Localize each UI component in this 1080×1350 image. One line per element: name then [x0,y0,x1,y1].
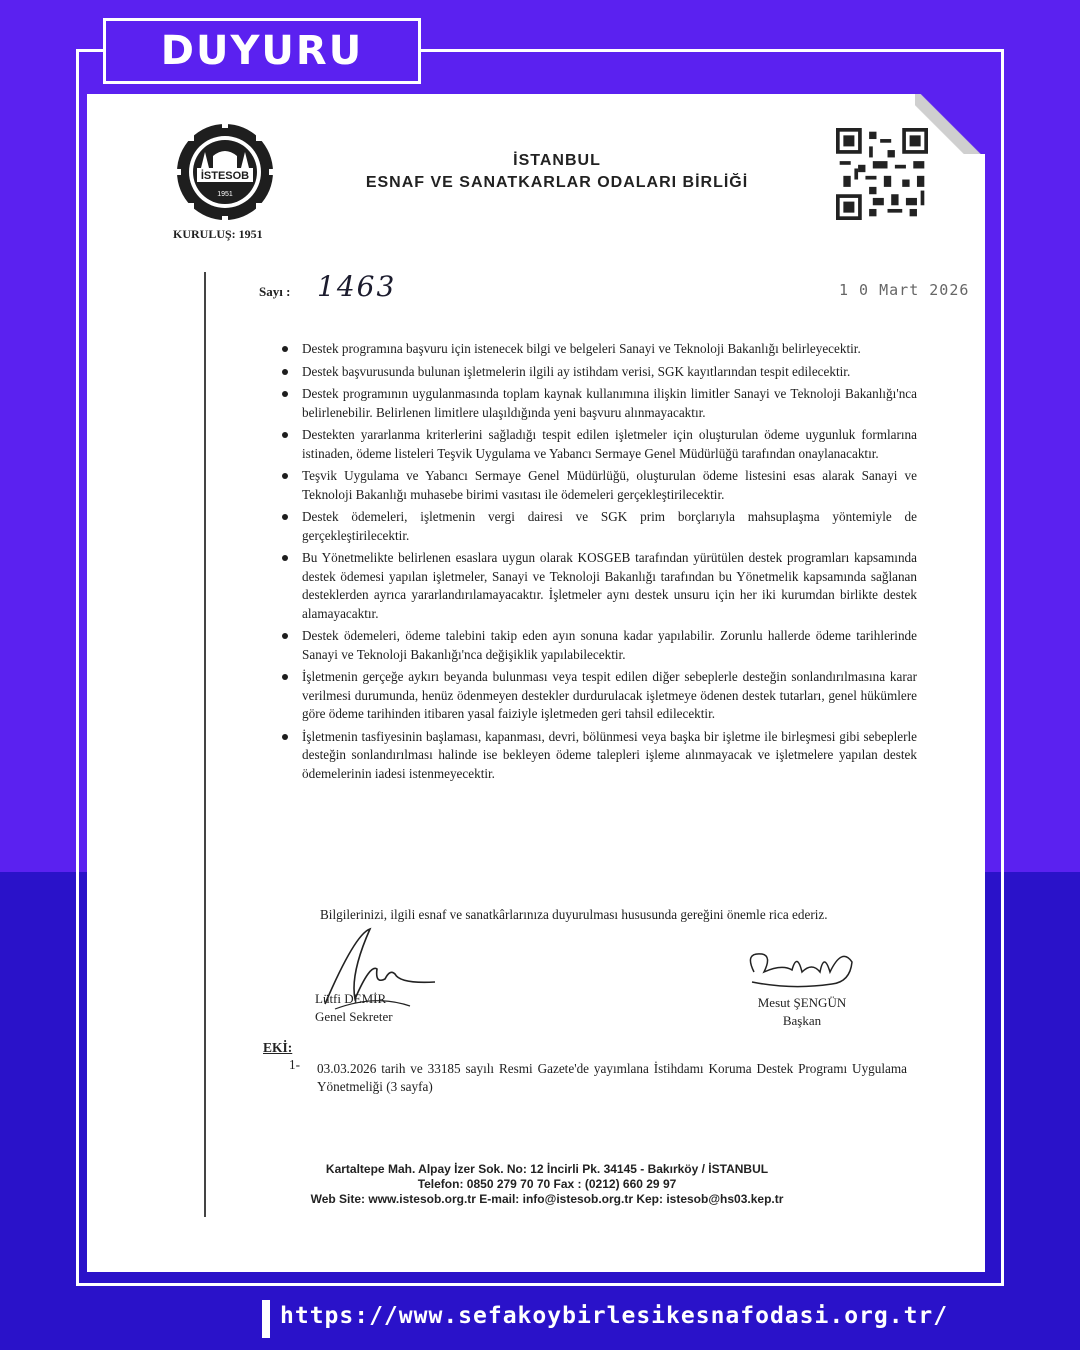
attachment-number: 1- [289,1057,300,1072]
badge-title: DUYURU [160,28,364,74]
url-accent-bar [262,1300,270,1338]
attachment-label: EKİ: [263,1040,293,1055]
announcement-badge [103,18,421,84]
signer-right-name: Mesut ŞENGÜN [757,995,847,1010]
logo-text: İSTESOB [200,170,250,182]
signer-right [742,994,862,1030]
signer-right-title: Başkan [782,1013,822,1028]
signature-right [742,942,862,994]
reference-number: 1463 [317,270,397,303]
signer-left-name: Lütfi DEMİR [315,991,387,1006]
list-item: Bu Yönetmelikte belirlenen esaslara uygun olarak KOSGEB tarafından yürütülen destek programları kapsamında destek ödemesi yapılan işletmeler, Sanayi ve Teknoloji Bakanlığı tarafından bu Yönetmelik kapsamında sağlanan desteklerden ayrıca yararlandırılamayacaktır. İşletmeler aynı destek unsuru için her iki kurumdan birlikte destek alamayacaktır. [302,549,917,623]
website-link[interactable]: https://www.sefakoybirlesikesnafodasi.org.tr/ [280,1303,949,1329]
document-date-stamp: 1 0 Mart 2026 [839,281,970,299]
organization-name [317,152,797,192]
list-item: Teşvik Uygulama ve Yabancı Sermaye Genel Müdürlüğü, oluşturulan ödeme listesini esas alarak Sanayi ve Teknoloji Bakanlığı muhasebe birimi vasıtası ile ödemeleri gerçekleştirilecektir. [302,467,917,504]
attachment-description: 03.03.2026 tarih ve 33185 sayılı Resmi Gazete'de yayımlana İstihdamı Koruma Destek Programı Uygulama Yönetmeliği (3 sayfa) [317,1061,907,1094]
signer-left [315,990,393,1026]
regulation-bullet-list [302,340,917,787]
logo-year: 1951 [217,191,233,198]
document-page [87,94,985,1272]
qr-code-icon [833,128,931,220]
list-item: İşletmenin tasfiyesinin başlaması, kapanması, devri, bölünmesi veya başka bir işletme ile birleşmesi gibi sebeplerle desteğin sonlandırılması halinde ise bekleyen ödeme talepleri işleme alınmayacak ve işletmelere yapılan destek ödemelerinin iadesi istenmeyecektir. [302,728,917,784]
org-full-name: ESNAF VE SANATKARLAR ODALARI BİRLİĞİ [365,174,749,191]
footer-phone: Telefon: 0850 279 70 70 Fax : (0212) 660 29 97 [417,1177,677,1191]
list-item: Destek ödemeleri, ödeme talebini takip eden ayın sonuna kadar yapılabilir. Zorunlu hallerde ödeme tarihlerinde Sanayi ve Teknoloji Bakanlığı'nca değişiklik yapılabilecektir. [302,627,917,664]
closing-paragraph: Bilgilerinizi, ilgili esnaf ve sanatkârlarınıza duyurulması hususunda gereğini önemle rica ederiz. [320,907,828,922]
list-item: Destek programına başvuru için istenecek bilgi ve belgeleri Sanayi ve Teknoloji Bakanlığı belirleyecektir. [302,340,917,359]
list-item: Destek ödemeleri, işletmenin vergi dairesi ve SGK prim borçlarıyla mahsuplaşma yöntemiyle de gerçekleştirilecektir. [302,508,917,545]
istesob-logo [175,122,275,222]
margin-line [204,272,206,1217]
footer-web: Web Site: www.istesob.org.tr E-mail: info@istesob.org.tr Kep: istesob@hs03.kep.tr [310,1192,784,1206]
footer-contact [267,1162,827,1207]
reference-number-label: Sayı : [259,284,291,299]
list-item: Destek programının uygulanmasında toplam kaynak kullanımına ilişkin limitler Sanayi ve Teknoloji Bakanlığı'nca belirlenebilir. Belirlenen limitlere ulaşıldığında yeni başvuru alınmayacaktır. [302,385,917,422]
list-item: İşletmenin gerçeğe aykırı beyanda bulunması veya tespit edilen diğer sebeplerle desteğin sonlandırılmasına karar verilmesi durumunda, henüz ödenmeyen destekler durdurulacak işletmeye ödenen destek tutarları, genel hükümlere göre ödeme tarihinden itibaren yasal faiziyle işletmeden geri tahsil edilecektir. [302,668,917,724]
list-item: Destekten yararlanma kriterlerini sağladığı tespit edilen işletmeler için oluşturulan ödeme uygunluk formlarına istinaden, ödeme listeleri Teşvik Uygulama ve Yabancı Sermaye Genel Müdürlüğü tarafından onaylanacaktır. [302,426,917,463]
signer-left-title: Genel Sekreter [315,1009,393,1024]
footer-address: Kartaltepe Mah. Alpay İzer Sok. No: 12 İncirli Pk. 34145 - Bakırköy / İSTANBUL [325,1162,769,1176]
org-city: İSTANBUL [513,152,601,169]
founded-year: KURULUŞ: 1951 [173,227,263,241]
list-item: Destek başvurusunda bulunan işletmelerin ilgili ay istihdam verisi, SGK kayıtlarından tespit edilecektir. [302,363,917,382]
